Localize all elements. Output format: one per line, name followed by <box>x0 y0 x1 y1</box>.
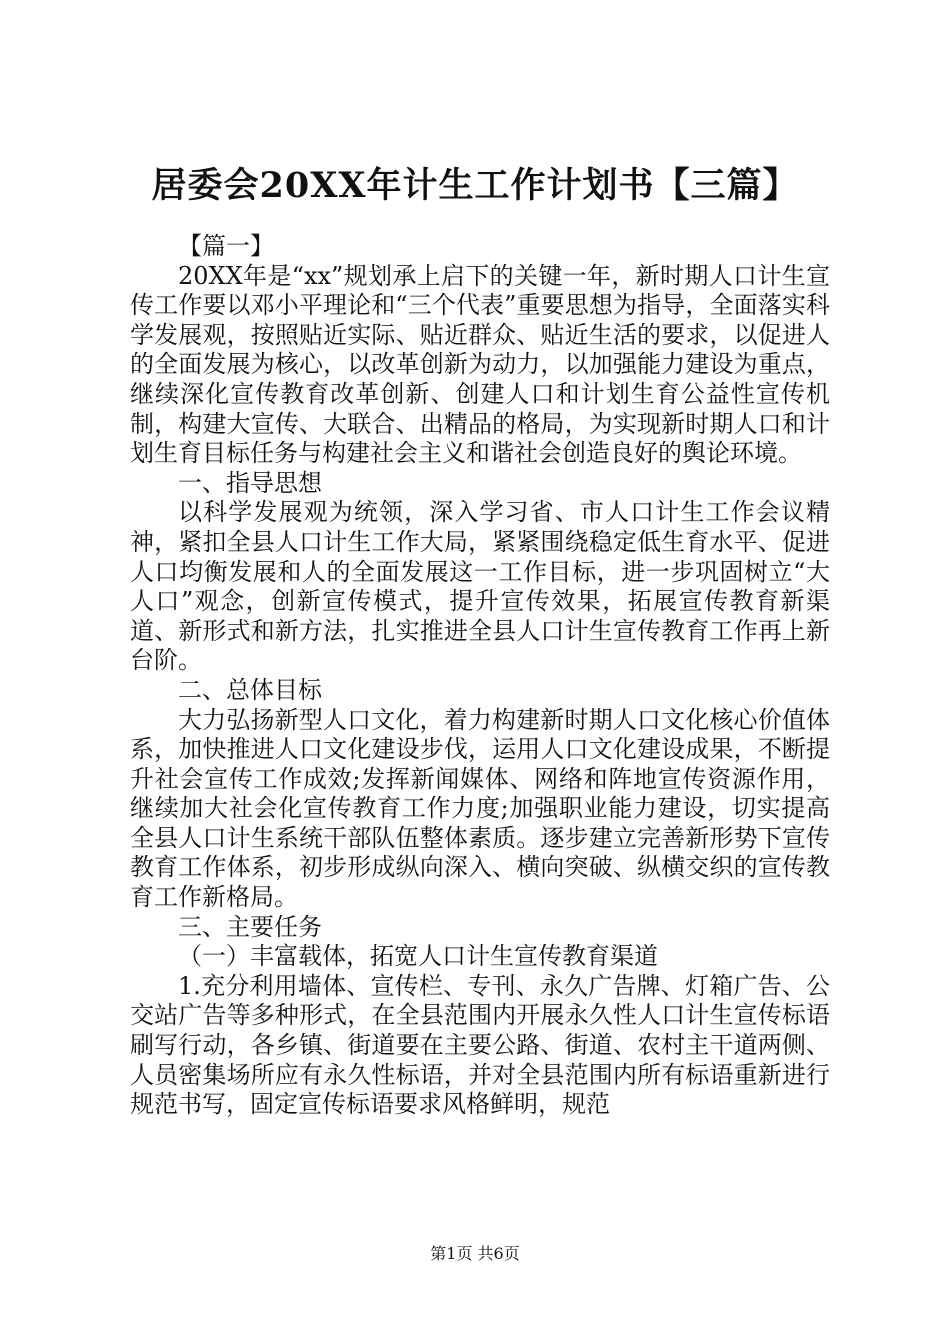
body-paragraph: 1.充分利用墙体、宣传栏、专刊、永久广告牌、灯箱广告、公交站广告等多种形式，在全县范围内开展永久性人口计生宣传标语刷写行动，各乡镇、街道要在主要公路、街道、农村主干道两侧、人员密集场所应有永久性标语，并对全县范围内所有标语重新进行规范书写，固定宣传标语要求风格鲜明，规范 <box>130 971 830 1119</box>
body-paragraph: 大力弘扬新型人口文化，着力构建新时期人口文化核心价值体系，加快推进人口文化建设步伐，运用人口文化建设成果，不断提升社会宣传工作成效;发挥新闻媒体、网络和阵地宣传资源作用，继续加大社会化宣传教育工作力度;加强职业能力建设，切实提高全县人口计生系统干部队伍整体素质。逐步建立完善新形势下宣传教育工作体系，初步形成纵向深入、横向突破、纵横交织的宣传教育工作新格局。 <box>130 705 830 912</box>
section-label: 【篇一】 <box>178 232 274 260</box>
page-footer: 第1页 共6页 <box>430 1244 520 1263</box>
subsection-heading: （一）丰富载体，拓宽人口计生宣传教育渠道 <box>178 942 658 971</box>
section-heading: 三、主要任务 <box>178 912 322 941</box>
document-title: 居委会20XX年计生工作计划书【三篇】 <box>151 165 799 206</box>
document-body <box>130 232 830 1120</box>
body-paragraph: 以科学发展观为统领，深入学习省、市人口计生工作会议精神，紧扣全县人口计生工作大局，紧紧围绕稳定低生育水平、促进人口均衡发展和人的全面发展这一工作目标，进一步巩固树立“大人口”观念，创新宣传模式，提升宣传效果，拓展宣传教育新渠道、新形式和新方法，扎实推进全县人口计生宣传教育工作再上新台阶。 <box>130 498 830 675</box>
section-heading: 二、总体目标 <box>178 675 322 704</box>
body-paragraph: 20XX年是“xx”规划承上启下的关键一年，新时期人口计生宣传工作要以邓小平理论和“三个代表”重要思想为指导，全面落实科学发展观，按照贴近实际、贴近群众、贴近生活的要求，以促进人的全面发展为核心，以改革创新为动力，以加强能力建设为重点，继续深化宣传教育改革创新、创建人口和计划生育公益性宣传机制，构建大宣传、大联合、出精品的格局，为实现新时期人口和计划生育目标任务与构建社会主义和谐社会创造良好的舆论环境。 <box>130 261 830 468</box>
section-heading: 一、指导思想 <box>178 468 322 497</box>
